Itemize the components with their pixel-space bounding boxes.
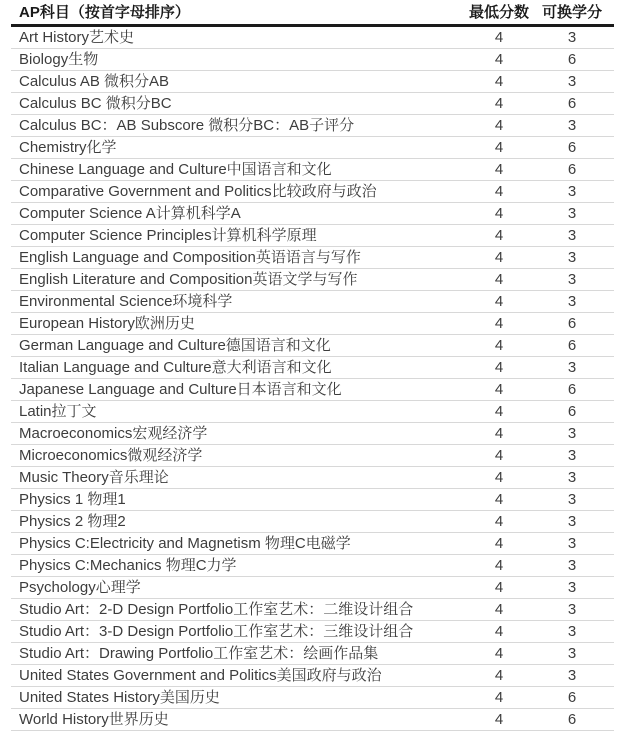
min-score-cell: 4 <box>468 312 530 334</box>
subject-cell: Physics C:Electricity and Magnetism 物理C电磁学 <box>11 532 468 554</box>
table-row <box>11 92 614 114</box>
min-score-cell: 4 <box>468 532 530 554</box>
table-row <box>11 400 614 422</box>
credits-cell: 3 <box>530 180 614 202</box>
table-row <box>11 246 614 268</box>
min-score-cell: 4 <box>468 642 530 664</box>
credits-cell: 3 <box>530 510 614 532</box>
table-row <box>11 202 614 224</box>
table-row <box>11 620 614 642</box>
ap-credits-table <box>11 0 614 731</box>
min-score-cell: 4 <box>468 92 530 114</box>
table-row <box>11 334 614 356</box>
table-row <box>11 180 614 202</box>
table-row <box>11 48 614 70</box>
table-row <box>11 25 614 48</box>
table-row <box>11 554 614 576</box>
credits-cell: 3 <box>530 598 614 620</box>
column-header-credits: 可换学分 <box>530 0 614 25</box>
header-row <box>11 0 614 25</box>
credits-cell: 3 <box>530 488 614 510</box>
subject-cell: Latin拉丁文 <box>11 400 468 422</box>
subject-cell: Studio Art：2-D Design Portfolio工作室艺术：二维设计组合 <box>11 598 468 620</box>
subject-cell: Environmental Science环境科学 <box>11 290 468 312</box>
subject-cell: Comparative Government and Politics比较政府与政治 <box>11 180 468 202</box>
min-score-cell: 4 <box>468 334 530 356</box>
min-score-cell: 4 <box>468 422 530 444</box>
subject-cell: Computer Science Principles计算机科学原理 <box>11 224 468 246</box>
subject-cell: Italian Language and Culture意大利语言和文化 <box>11 356 468 378</box>
credits-cell: 3 <box>530 25 614 48</box>
table-row <box>11 136 614 158</box>
min-score-cell: 4 <box>468 444 530 466</box>
min-score-cell: 4 <box>468 400 530 422</box>
table-row <box>11 70 614 92</box>
subject-cell: Art History艺术史 <box>11 25 468 48</box>
min-score-cell: 4 <box>468 202 530 224</box>
table-body <box>11 25 614 730</box>
subject-cell: Japanese Language and Culture日本语言和文化 <box>11 378 468 400</box>
credits-cell: 6 <box>530 400 614 422</box>
column-header-min-score: 最低分数 <box>468 0 530 25</box>
subject-cell: Microeconomics微观经济学 <box>11 444 468 466</box>
credits-cell: 3 <box>530 466 614 488</box>
table-row <box>11 444 614 466</box>
credits-cell: 3 <box>530 664 614 686</box>
table-row <box>11 378 614 400</box>
credits-cell: 3 <box>530 202 614 224</box>
subject-cell: Psychology心理学 <box>11 576 468 598</box>
subject-cell: European History欧洲历史 <box>11 312 468 334</box>
subject-cell: Calculus BC 微积分BC <box>11 92 468 114</box>
subject-cell: Computer Science A计算机科学A <box>11 202 468 224</box>
min-score-cell: 4 <box>468 180 530 202</box>
min-score-cell: 4 <box>468 290 530 312</box>
subject-cell: Biology生物 <box>11 48 468 70</box>
credits-cell: 3 <box>530 224 614 246</box>
table-row <box>11 466 614 488</box>
credits-cell: 6 <box>530 48 614 70</box>
table-header <box>11 0 614 25</box>
credits-cell: 6 <box>530 158 614 180</box>
credits-cell: 3 <box>530 422 614 444</box>
subject-cell: Studio Art：3-D Design Portfolio工作室艺术：三维设计组合 <box>11 620 468 642</box>
subject-cell: Calculus AB 微积分AB <box>11 70 468 92</box>
table-row <box>11 664 614 686</box>
subject-cell: English Literature and Composition英语文学与写作 <box>11 268 468 290</box>
credits-cell: 6 <box>530 312 614 334</box>
column-header-subject: AP科目（按首字母排序） <box>11 0 468 25</box>
credits-cell: 6 <box>530 708 614 730</box>
min-score-cell: 4 <box>468 488 530 510</box>
table-row <box>11 708 614 730</box>
subject-cell: Chemistry化学 <box>11 136 468 158</box>
table-row <box>11 532 614 554</box>
subject-cell: German Language and Culture德国语言和文化 <box>11 334 468 356</box>
credits-cell: 6 <box>530 92 614 114</box>
min-score-cell: 4 <box>468 224 530 246</box>
subject-cell: Physics 2 物理2 <box>11 510 468 532</box>
credits-cell: 3 <box>530 576 614 598</box>
subject-cell: English Language and Composition英语语言与写作 <box>11 246 468 268</box>
min-score-cell: 4 <box>468 598 530 620</box>
credits-cell: 3 <box>530 554 614 576</box>
min-score-cell: 4 <box>468 510 530 532</box>
table-row <box>11 224 614 246</box>
credits-cell: 3 <box>530 268 614 290</box>
table-row <box>11 268 614 290</box>
table-row <box>11 686 614 708</box>
credits-cell: 6 <box>530 686 614 708</box>
credits-cell: 3 <box>530 246 614 268</box>
min-score-cell: 4 <box>468 268 530 290</box>
subject-cell: Physics C:Mechanics 物理C力学 <box>11 554 468 576</box>
min-score-cell: 4 <box>468 708 530 730</box>
credits-cell: 3 <box>530 290 614 312</box>
min-score-cell: 4 <box>468 114 530 136</box>
credits-cell: 6 <box>530 334 614 356</box>
credits-cell: 6 <box>530 136 614 158</box>
credits-cell: 3 <box>530 532 614 554</box>
subject-cell: World History世界历史 <box>11 708 468 730</box>
min-score-cell: 4 <box>468 25 530 48</box>
credits-cell: 3 <box>530 70 614 92</box>
table-row <box>11 114 614 136</box>
credits-cell: 3 <box>530 114 614 136</box>
credits-cell: 3 <box>530 444 614 466</box>
credits-cell: 3 <box>530 642 614 664</box>
table-row <box>11 422 614 444</box>
subject-cell: Macroeconomics宏观经济学 <box>11 422 468 444</box>
table-row <box>11 510 614 532</box>
table-row <box>11 642 614 664</box>
credits-cell: 6 <box>530 378 614 400</box>
table-row <box>11 576 614 598</box>
subject-cell: Physics 1 物理1 <box>11 488 468 510</box>
credits-cell: 3 <box>530 356 614 378</box>
subject-cell: Studio Art：Drawing Portfolio工作室艺术：绘画作品集 <box>11 642 468 664</box>
table-row <box>11 290 614 312</box>
min-score-cell: 4 <box>468 356 530 378</box>
min-score-cell: 4 <box>468 466 530 488</box>
min-score-cell: 4 <box>468 686 530 708</box>
subject-cell: United States Government and Politics美国政府与政治 <box>11 664 468 686</box>
min-score-cell: 4 <box>468 554 530 576</box>
min-score-cell: 4 <box>468 576 530 598</box>
min-score-cell: 4 <box>468 378 530 400</box>
min-score-cell: 4 <box>468 158 530 180</box>
subject-cell: Calculus BC：AB Subscore 微积分BC：AB子评分 <box>11 114 468 136</box>
table-row <box>11 312 614 334</box>
min-score-cell: 4 <box>468 70 530 92</box>
table-row <box>11 488 614 510</box>
table-row <box>11 598 614 620</box>
credits-cell: 3 <box>530 620 614 642</box>
table-row <box>11 356 614 378</box>
min-score-cell: 4 <box>468 664 530 686</box>
min-score-cell: 4 <box>468 48 530 70</box>
table-row <box>11 158 614 180</box>
min-score-cell: 4 <box>468 136 530 158</box>
subject-cell: United States History美国历史 <box>11 686 468 708</box>
subject-cell: Chinese Language and Culture中国语言和文化 <box>11 158 468 180</box>
subject-cell: Music Theory音乐理论 <box>11 466 468 488</box>
min-score-cell: 4 <box>468 246 530 268</box>
min-score-cell: 4 <box>468 620 530 642</box>
